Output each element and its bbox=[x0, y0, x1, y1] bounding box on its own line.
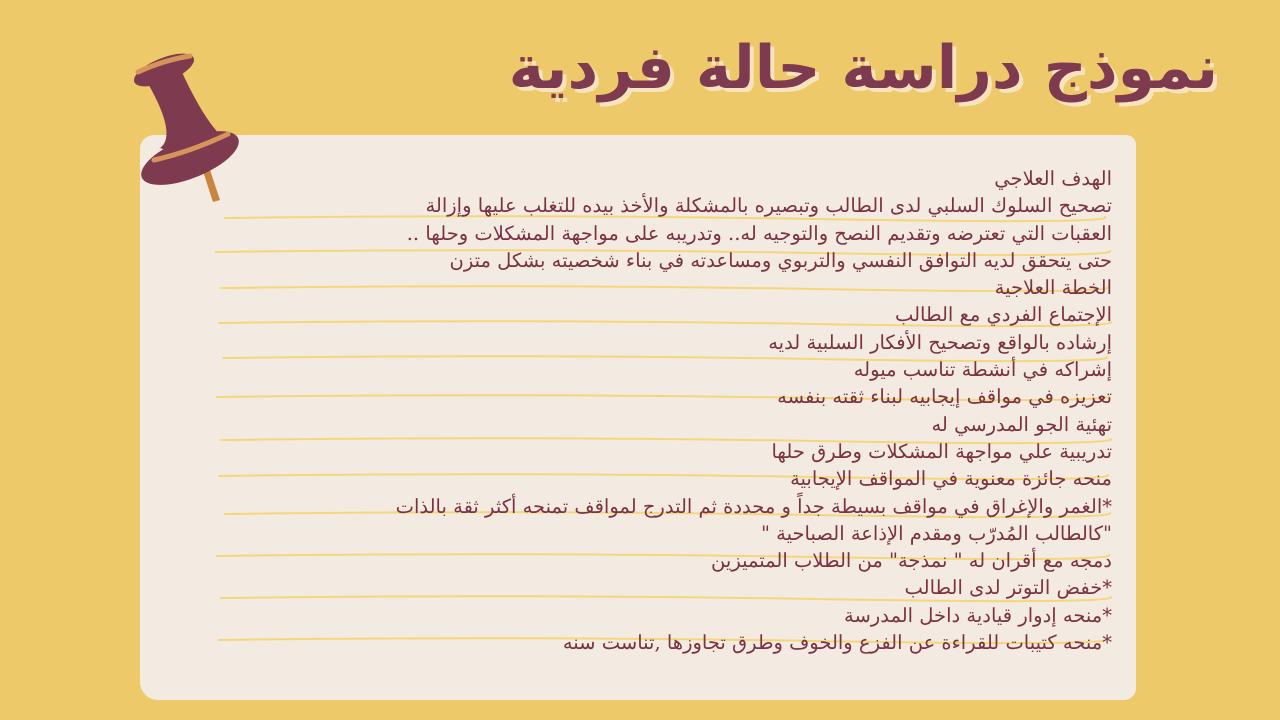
page-title: نموذج دراسة حالة فردية bbox=[508, 33, 1218, 103]
text-line: تدريبية علي مواجهة المشكلات وطرق حلها bbox=[771, 439, 1112, 463]
text-line: *خفض التوتر لدى الطالب bbox=[904, 576, 1112, 600]
text-line: حتى يتحقق لديه التوافق النفسي والتربوي ومساعدته في بناء شخصيته بشكل متزن bbox=[449, 248, 1112, 272]
text-line: *الغمر والإغراق في مواقف بسيطة جداً و محددة ثم التدرج لمواقف تمنحه أكثر ثقة بالذات bbox=[395, 494, 1112, 518]
text-line: *منحه كتيبات للقراءة عن الفزع والخوف وطرق تجاوزها ,تناست سنه bbox=[562, 631, 1112, 655]
text-line: تعزيزه في مواقف إيجابيه لبناء ثقته بنفسه bbox=[777, 385, 1112, 409]
case-study-text bbox=[222, 165, 1112, 656]
text-line: الإجتماع الفردي مع الطالب bbox=[894, 303, 1112, 327]
text-line: تهئية الجو المدرسي له bbox=[931, 412, 1112, 436]
text-line: إرشاده بالواقع وتصحيح الأفكار السلبية لديه bbox=[768, 330, 1112, 354]
text-line: الهدف العلاجي bbox=[994, 167, 1112, 190]
text-line: العقبات التي تعترضه وتقديم النصح والتوجيه له.. وتدريبه على مواجهة المشكلات وحلها .. bbox=[406, 221, 1112, 245]
text-line: "كالطالب المُدرّب ومقدم الإذاعة الصباحية " bbox=[760, 521, 1112, 545]
text-line: الخطة العلاجية bbox=[994, 276, 1112, 300]
text-line: دمجه مع أقران له " نمذجة" من الطلاب المتميزين bbox=[711, 549, 1112, 573]
text-line: *منحه إدوار قيادية داخل المدرسة bbox=[844, 603, 1112, 627]
text-line: منحه جائزة معنوية في المواقف الإيجابية bbox=[790, 467, 1112, 491]
text-line: تصحيح السلوك السلبي لدى الطالب وتبصيره بالمشكلة والأخذ بيده للتغلب عليها وإزالة bbox=[425, 194, 1112, 218]
text-line: إشراكه في أنشطة تناسب ميوله bbox=[853, 358, 1112, 382]
